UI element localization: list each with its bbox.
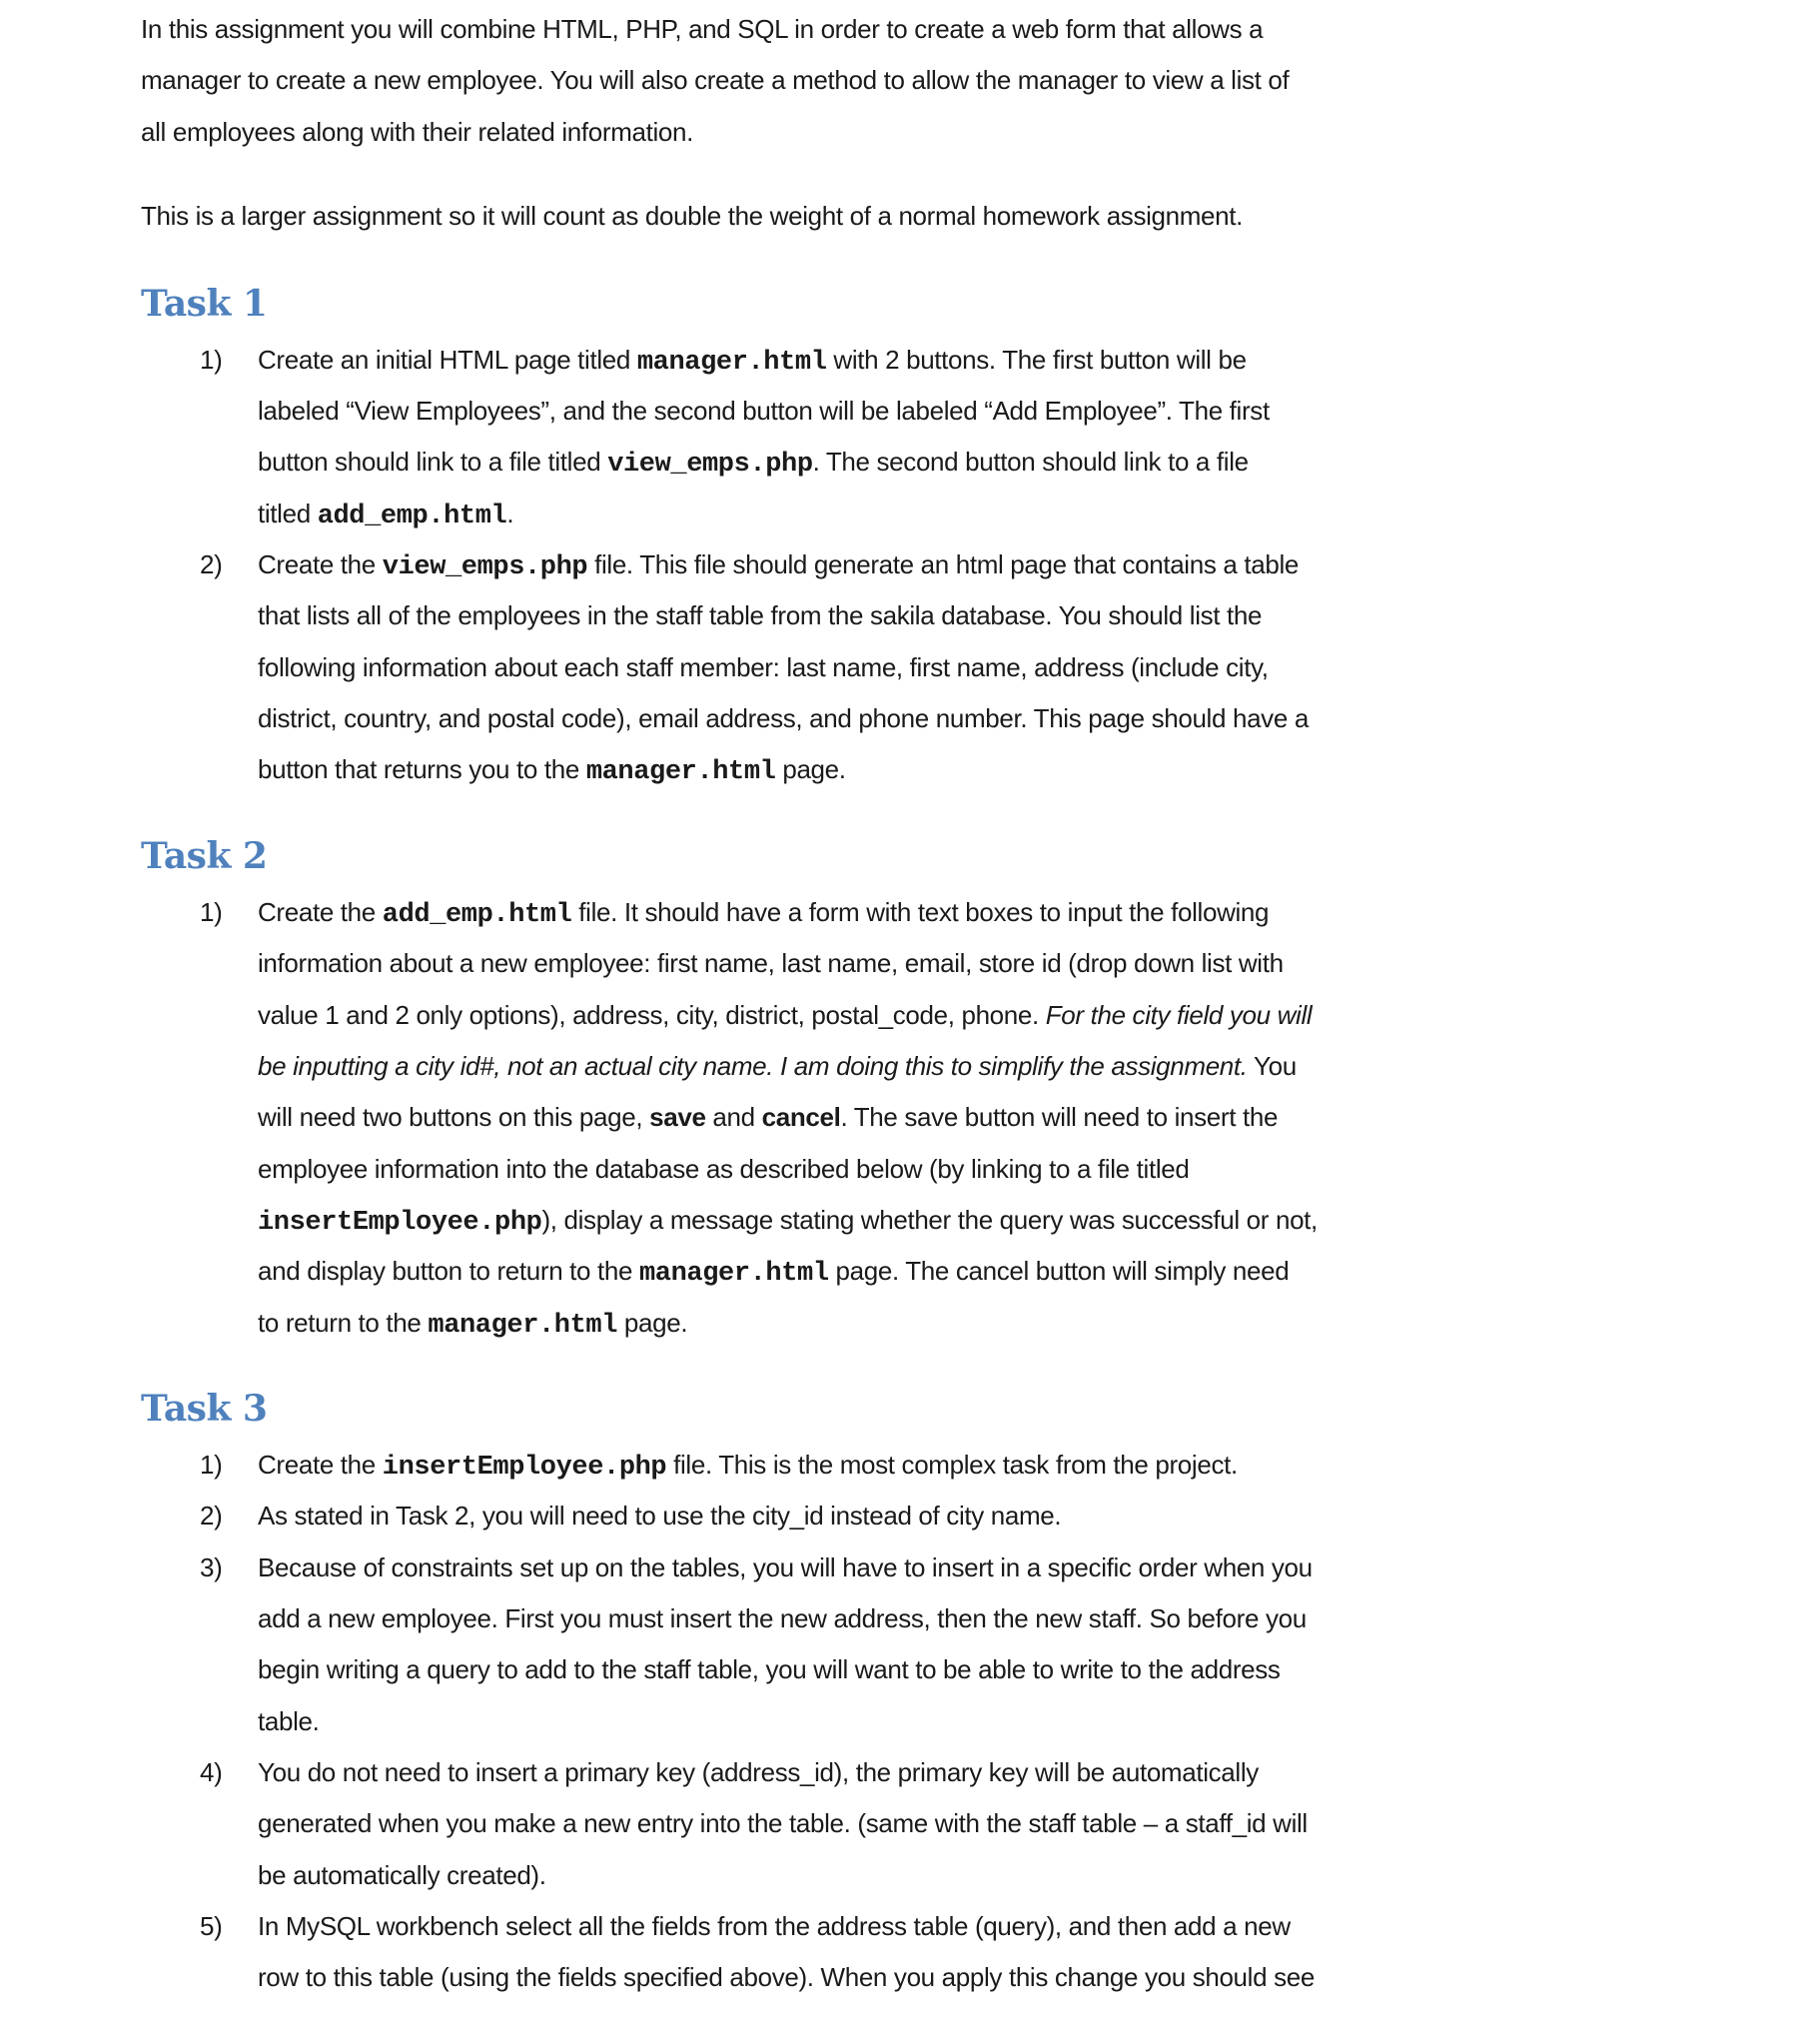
text: ), display a message stating whether the query was successful or not,: [541, 1205, 1318, 1235]
list-item-line: [258, 647, 1269, 687]
list-number: 2): [200, 1501, 223, 1531]
text: Create the: [258, 549, 383, 579]
task-1-heading: Task 1: [141, 283, 268, 325]
list-item-line: [258, 698, 1309, 738]
list-item-line: As stated in Task 2, you will need to use the city_id instead of city name.: [258, 1501, 1062, 1531]
list-item-line: add a new employee. First you must insert the new address, then the new staff. So before you: [258, 1603, 1307, 1633]
list-item-line: [258, 1445, 1238, 1485]
list-item-line: [258, 391, 1270, 431]
list-item-line: table.: [258, 1706, 320, 1736]
text: employee information into the database as described below (by linking to a file titled: [258, 1154, 1190, 1184]
filename-code: insertEmployee.php: [258, 1208, 542, 1238]
text: Create the: [258, 897, 383, 927]
list-item-line: [258, 442, 1249, 482]
filename-code: view_emps.php: [607, 450, 813, 480]
bold-cancel: cancel: [761, 1102, 841, 1132]
text: page. The cancel button will simply need: [828, 1256, 1290, 1286]
text: file. This is the most complex task from the project.: [666, 1450, 1238, 1480]
list-item-line: generated when you make a new entry into the table. (same with the staff table – a staff_id will: [258, 1808, 1308, 1838]
list-number: 4): [200, 1757, 223, 1787]
list-item-line: [258, 1149, 1189, 1189]
list-item-line: [258, 1303, 687, 1343]
list-item-line: You do not need to insert a primary key (address_id), the primary key will be automatically: [258, 1757, 1259, 1787]
list-item-line: [258, 1200, 1318, 1240]
text: value 1 and 2 only options), address, city, district, postal_code, phone.: [258, 1000, 1046, 1030]
text: that lists all of the employees in the staff table from the sakila database. You should list the: [258, 600, 1263, 630]
task-3-heading: Task 3: [141, 1388, 268, 1430]
list-item-line: [258, 943, 1284, 983]
italic-note: be inputting a city id#, not an actual city name. I am doing this to simplify the assignment.: [258, 1051, 1248, 1081]
text: You: [1247, 1051, 1297, 1081]
list-item-line: [258, 749, 846, 789]
list-number: 1): [200, 1450, 223, 1480]
list-item-line: [258, 494, 513, 533]
text: following information about each staff member: last name, first name, address (include city,: [258, 652, 1269, 682]
text: and display button to return to the: [258, 1256, 639, 1286]
list-item-line: In MySQL workbench select all the fields from the address table (query), and then add a new: [258, 1911, 1291, 1941]
list-item-line: [258, 1097, 1278, 1137]
intro-paragraph-2: This is a larger assignment so it will count as double the weight of a normal homework assignment.: [141, 201, 1244, 231]
text: page.: [617, 1308, 688, 1338]
bold-save: save: [649, 1102, 706, 1132]
list-item-line: [258, 544, 1299, 584]
list-item-line: be automatically created).: [258, 1860, 546, 1890]
list-number: 5): [200, 1911, 223, 1941]
intro-line: In this assignment you will combine HTML, PHP, and SQL in order to create a web form that allows a: [141, 14, 1264, 44]
text: file. This file should generate an html page that contains a table: [587, 549, 1299, 579]
list-item-line: [258, 892, 1269, 932]
list-item-line: [258, 595, 1262, 635]
text: titled: [258, 499, 318, 528]
text: .: [506, 499, 514, 528]
text: Create the: [258, 1450, 383, 1480]
list-number: 2): [200, 549, 223, 579]
text: button that returns you to the: [258, 754, 586, 784]
text: page.: [775, 754, 846, 784]
text: Create an initial HTML page titled: [258, 345, 637, 375]
text: . The second button should link to a file: [812, 447, 1249, 477]
italic-note: For the city field you will: [1045, 1000, 1313, 1030]
text: to return to the: [258, 1308, 429, 1338]
intro-line: manager to create a new employee. You will also create a method to allow the manager to view a list of: [141, 65, 1290, 95]
text: and: [705, 1102, 762, 1132]
list-number: 1): [200, 345, 223, 375]
intro-line: all employees along with their related information.: [141, 117, 694, 147]
filename-code: manager.html: [428, 1311, 618, 1341]
text: labeled “View Employees”, and the second button will be labeled “Add Employee”. The first: [258, 396, 1270, 426]
list-item-line: Because of constraints set up on the tables, you will have to insert in a specific order when you: [258, 1552, 1313, 1582]
list-number: 1): [200, 897, 223, 927]
text: button should link to a file titled: [258, 447, 608, 477]
text: district, country, and postal code), email address, and phone number. This page should have a: [258, 703, 1309, 733]
text: . The save button will need to insert the: [840, 1102, 1279, 1132]
filename-code: manager.html: [636, 348, 827, 378]
filename-code: view_emps.php: [382, 552, 588, 582]
list-item-line: [258, 1046, 1297, 1086]
task-2-heading: Task 2: [141, 835, 268, 877]
list-number: 3): [200, 1552, 223, 1582]
list-item-line: begin writing a query to add to the staff table, you will want to be able to write to the address: [258, 1654, 1281, 1684]
filename-code: manager.html: [585, 757, 776, 787]
filename-code: insertEmployee.php: [382, 1453, 667, 1483]
list-item-line: [258, 1251, 1289, 1291]
filename-code: manager.html: [639, 1259, 829, 1289]
list-item-line: [258, 340, 1247, 380]
filename-code: add_emp.html: [317, 502, 507, 531]
text: will need two buttons on this page,: [258, 1102, 650, 1132]
text: file. It should have a form with text boxes to input the following: [571, 897, 1270, 927]
text: with 2 buttons. The first button will be: [826, 345, 1247, 375]
filename-code: add_emp.html: [382, 900, 572, 930]
text: information about a new employee: first name, last name, email, store id (drop down list with: [258, 948, 1284, 978]
list-item-line: [258, 995, 1312, 1035]
list-item-line: row to this table (using the fields specified above). When you apply this change you should see: [258, 1962, 1315, 1992]
